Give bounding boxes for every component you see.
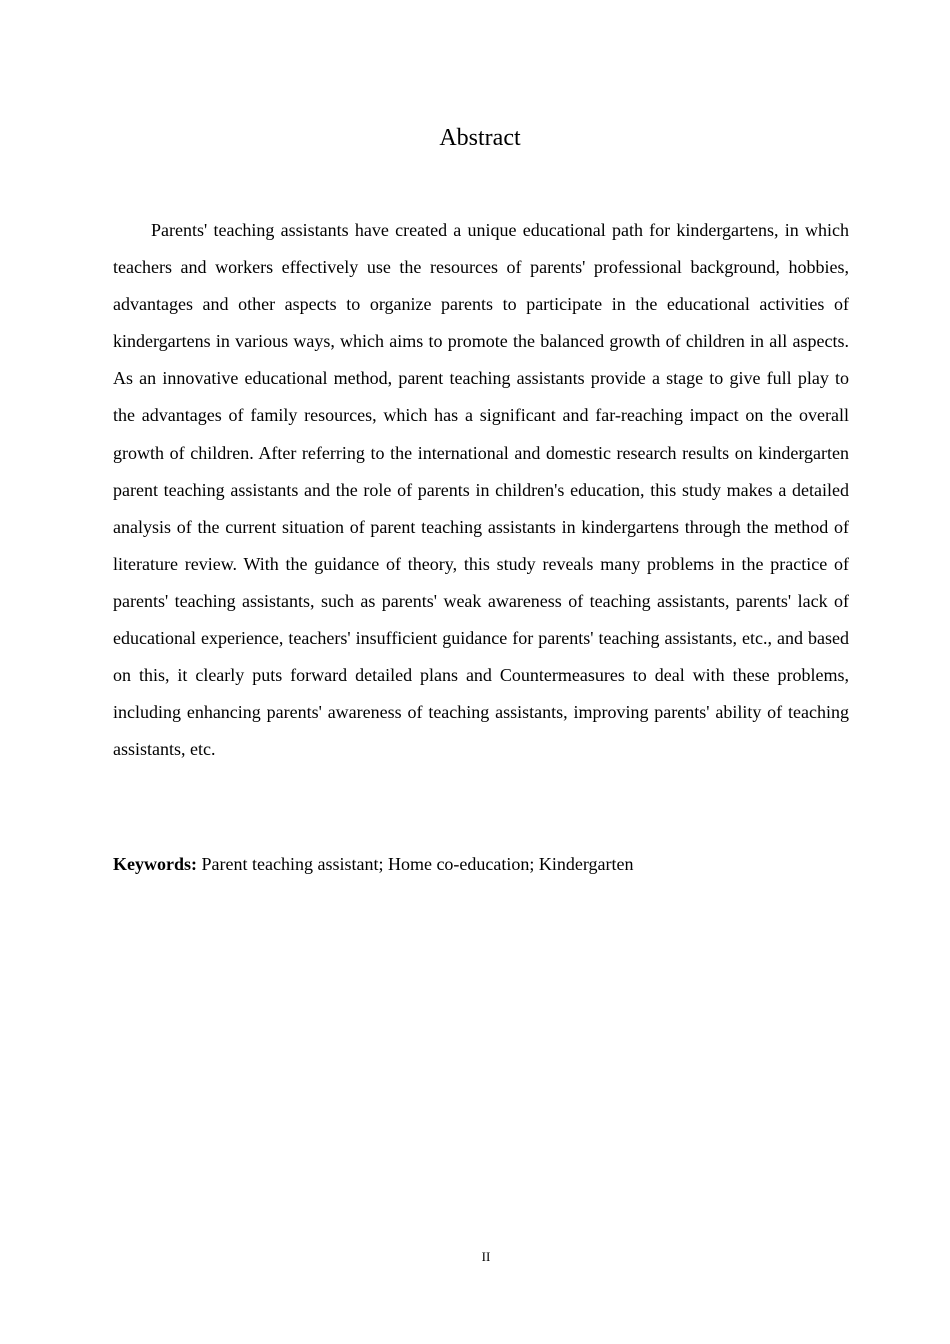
keywords-label: Keywords: (113, 854, 197, 874)
abstract-body: Parents' teaching assistants have created a unique educational path for kindergartens, in which teachers and workers effectively use the resources of parents' professional background, hobbies, advantages and other aspects to organize parents to participate in the educational activities of kindergartens in various ways, which aims to promote the balanced growth of children in all aspects. As an innovative educational method, parent teaching assistants provide a stage to give full play to the advantages of family resources, which has a significant and far-reaching impact on the overall growth of children. After referring to the international and domestic research results on kindergarten parent teaching assistants and the role of parents in children's education, this study makes a detailed analysis of the current situation of parent teaching assistants in kindergartens through the method of literature review. With the guidance of theory, this study reveals many problems in the practice of parents' teaching assistants, such as parents' weak awareness of teaching assistants, parents' lack of educational experience, teachers' insufficient guidance for parents' teaching assistants, etc., and based on this, it clearly puts forward detailed plans and Countermeasures to deal with these problems, including enhancing parents' awareness of teaching assistants, improving parents' ability of teaching assistants, etc. (113, 220, 849, 760)
page-number: II (481, 1249, 491, 1264)
keywords-text: Parent teaching assistant; Home co-education; Kindergarten (201, 854, 634, 874)
abstract-title: Abstract (439, 125, 521, 151)
keywords-line (113, 849, 849, 879)
